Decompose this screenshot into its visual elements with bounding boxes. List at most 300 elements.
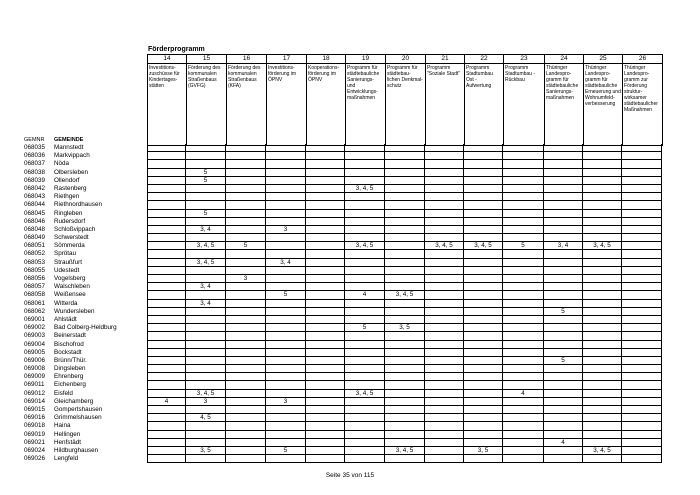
program-cell <box>147 455 186 463</box>
program-cell <box>306 381 345 389</box>
program-cell <box>345 422 385 430</box>
program-cell <box>385 267 425 275</box>
program-cell <box>425 332 464 340</box>
program-cell <box>425 373 464 381</box>
program-cell <box>503 300 544 308</box>
municipality-number: 069018 <box>24 422 46 430</box>
program-number: 26 <box>623 55 663 64</box>
program-cell <box>345 365 385 373</box>
program-cell <box>464 267 503 275</box>
program-cell <box>544 193 583 201</box>
program-cell <box>425 390 464 398</box>
municipality-name: Rastenberg <box>54 184 87 192</box>
municipality-number: 069024 <box>24 446 46 454</box>
program-number: 19 <box>346 55 386 64</box>
program-cell <box>306 398 345 406</box>
program-cell <box>147 431 186 439</box>
program-cell <box>226 447 266 455</box>
program-cell <box>226 259 266 267</box>
program-cell <box>345 250 385 258</box>
program-cell <box>306 422 345 430</box>
program-cell <box>147 185 186 193</box>
program-cell <box>306 275 345 283</box>
program-cell <box>266 308 306 316</box>
municipality-name: Hildburghausen <box>54 446 99 454</box>
program-cell <box>583 291 622 299</box>
municipality-name: Henfstädt <box>54 438 81 446</box>
program-cell <box>503 152 544 160</box>
program-cell <box>147 406 186 414</box>
program-cell <box>306 406 345 414</box>
program-cell <box>583 267 622 275</box>
program-cell <box>583 210 622 218</box>
program-cell <box>345 373 385 381</box>
program-cell <box>425 439 464 447</box>
municipality-name: Ehrenberg <box>54 373 84 381</box>
program-cell <box>464 324 503 332</box>
program-cells <box>147 324 662 332</box>
program-cell <box>345 169 385 177</box>
program-cell <box>583 226 622 234</box>
program-cell <box>464 160 503 168</box>
program-cell <box>147 332 186 340</box>
program-cell <box>385 373 425 381</box>
program-cell <box>306 283 345 291</box>
program-cells <box>147 283 662 291</box>
municipality-number: 069012 <box>24 389 46 397</box>
program-cell <box>464 193 503 201</box>
table-row <box>24 226 664 234</box>
program-cell <box>147 422 186 430</box>
municipality-name: Schwerstedt <box>54 234 89 242</box>
program-cell <box>306 234 345 242</box>
program-cell <box>345 381 385 389</box>
program-cell <box>583 414 622 422</box>
program-cell <box>147 349 186 357</box>
program-cell <box>226 185 266 193</box>
program-cell <box>266 365 306 373</box>
program-cell <box>425 357 464 365</box>
program-cell <box>266 218 306 226</box>
program-cell <box>503 291 544 299</box>
program-description: Förderung des kommunalen Straßenbaus (GVFG) <box>187 64 227 146</box>
program-number: 25 <box>584 55 623 64</box>
municipality-number: 069019 <box>24 430 46 438</box>
program-description: Programm Stadtumbau Ost - Aufwertung <box>465 64 504 146</box>
program-cell <box>425 152 464 160</box>
program-cell <box>147 308 186 316</box>
program-cell: 4 <box>345 291 385 299</box>
program-cell <box>622 390 662 398</box>
program-cell <box>583 300 622 308</box>
program-cell <box>385 414 425 422</box>
table-row <box>24 324 664 332</box>
program-cell: 3, 5 <box>385 324 425 332</box>
program-cell <box>306 291 345 299</box>
program-cell <box>266 414 306 422</box>
program-cell <box>544 291 583 299</box>
program-cell: 5 <box>544 357 583 365</box>
program-cell <box>345 152 385 160</box>
program-cell: 3, 4, 5 <box>345 185 385 193</box>
program-cells <box>147 390 662 398</box>
municipality-name: Dingsleben <box>54 365 86 373</box>
program-cell <box>464 398 503 406</box>
program-cell: 4 <box>147 398 186 406</box>
program-cell: 3, 4 <box>186 300 226 308</box>
program-cell: 3 <box>226 275 266 283</box>
program-cell <box>544 144 583 152</box>
program-cell <box>385 152 425 160</box>
program-cell <box>345 357 385 365</box>
program-cell <box>306 242 345 250</box>
program-cell <box>544 381 583 389</box>
program-cell <box>306 250 345 258</box>
program-cell <box>583 234 622 242</box>
program-cells <box>147 259 662 267</box>
municipality-name: Hellingen <box>54 430 81 438</box>
program-cell <box>622 193 662 201</box>
program-cells <box>147 185 662 193</box>
program-cell <box>186 431 226 439</box>
program-cell <box>345 177 385 185</box>
program-cell <box>425 267 464 275</box>
program-cell <box>503 406 544 414</box>
program-cell <box>147 390 186 398</box>
program-cells <box>147 226 662 234</box>
program-cell <box>147 365 186 373</box>
program-cell <box>186 316 226 324</box>
program-cell <box>226 144 266 152</box>
municipality-name: Schloßvippach <box>54 225 96 233</box>
program-cell <box>622 259 662 267</box>
program-cell <box>622 332 662 340</box>
program-cell <box>226 267 266 275</box>
program-cell <box>385 439 425 447</box>
program-cell <box>306 349 345 357</box>
table-row <box>24 152 664 160</box>
program-cell <box>622 316 662 324</box>
table-row <box>24 308 664 316</box>
program-cell: 3, 4 <box>186 226 226 234</box>
program-cell <box>345 234 385 242</box>
program-cell <box>622 201 662 209</box>
municipality-name: Markvippach <box>54 152 90 160</box>
program-cell <box>385 381 425 389</box>
municipality-number: 068053 <box>24 258 46 266</box>
program-cell <box>583 332 622 340</box>
program-cell: 5 <box>544 308 583 316</box>
program-cells <box>147 250 662 258</box>
municipality-name: Eichenberg <box>54 381 86 389</box>
program-cell <box>464 316 503 324</box>
program-cell <box>266 341 306 349</box>
program-cells <box>147 300 662 308</box>
program-cell <box>622 144 662 152</box>
program-cell <box>425 210 464 218</box>
municipality-number: 069006 <box>24 356 46 364</box>
program-cell <box>464 177 503 185</box>
program-cell <box>503 349 544 357</box>
program-cell <box>503 365 544 373</box>
program-cell <box>464 259 503 267</box>
program-cell <box>503 201 544 209</box>
program-number: 24 <box>545 55 584 64</box>
program-cell <box>503 185 544 193</box>
program-cell <box>147 316 186 324</box>
program-header-table <box>147 54 663 146</box>
municipality-number: 069011 <box>24 381 45 389</box>
municipality-name: Walschleben <box>54 283 90 291</box>
municipality-number: 068056 <box>24 275 46 282</box>
program-cell <box>425 185 464 193</box>
table-row <box>24 250 664 258</box>
table-row <box>24 242 664 250</box>
program-cell <box>186 152 226 160</box>
program-cells <box>147 234 662 242</box>
program-cell <box>226 390 266 398</box>
program-cell <box>266 431 306 439</box>
program-title: Förderprogramm <box>148 46 205 53</box>
program-cell <box>503 308 544 316</box>
program-cell <box>266 193 306 201</box>
municipality-name: Riethnordhausen <box>54 201 102 209</box>
municipality-name: Sprötau <box>54 250 77 258</box>
municipality-name: Lengfeld <box>54 455 79 463</box>
program-cell <box>622 300 662 308</box>
program-cell <box>385 242 425 250</box>
program-cell <box>385 226 425 234</box>
table-row <box>24 365 664 373</box>
program-cell <box>385 300 425 308</box>
program-cell <box>147 218 186 226</box>
program-cell <box>306 316 345 324</box>
program-cell <box>464 431 503 439</box>
program-cell <box>385 210 425 218</box>
table-row <box>24 447 664 455</box>
program-cell <box>266 300 306 308</box>
table-row <box>24 431 664 439</box>
program-cell <box>147 341 186 349</box>
table-row <box>24 439 664 447</box>
program-cell <box>266 275 306 283</box>
municipality-number: 069002 <box>24 324 46 332</box>
program-cell <box>306 455 345 463</box>
program-cell <box>306 160 345 168</box>
program-cell <box>544 455 583 463</box>
program-cell <box>464 349 503 357</box>
program-cell <box>503 160 544 168</box>
program-cell <box>186 357 226 365</box>
program-cell <box>186 185 226 193</box>
program-cell <box>622 455 662 463</box>
program-cell <box>226 341 266 349</box>
program-cell: 3, 4, 5 <box>385 447 425 455</box>
program-cell <box>583 275 622 283</box>
program-cell <box>266 250 306 258</box>
program-cell <box>385 365 425 373</box>
program-cell <box>622 349 662 357</box>
program-cell <box>583 406 622 414</box>
program-cell <box>345 210 385 218</box>
table-row <box>24 185 664 193</box>
program-cell <box>583 201 622 209</box>
program-cell <box>186 193 226 201</box>
program-cell <box>503 381 544 389</box>
program-cell <box>226 300 266 308</box>
program-cell <box>464 201 503 209</box>
program-cell <box>186 201 226 209</box>
program-cell <box>147 160 186 168</box>
program-cell <box>503 193 544 201</box>
program-number: 22 <box>465 55 504 64</box>
program-cell <box>544 152 583 160</box>
program-cell <box>186 373 226 381</box>
program-cell <box>544 234 583 242</box>
program-cell <box>345 259 385 267</box>
program-cell <box>266 332 306 340</box>
table-row <box>24 422 664 430</box>
program-cells <box>147 275 662 283</box>
program-cell <box>306 300 345 308</box>
program-cell <box>583 357 622 365</box>
program-cell <box>425 169 464 177</box>
municipality-rows <box>24 144 664 463</box>
program-cell: 4, 5 <box>186 414 226 422</box>
program-cell <box>385 218 425 226</box>
program-cell <box>385 349 425 357</box>
program-cells <box>147 365 662 373</box>
program-cell <box>345 455 385 463</box>
program-cells <box>147 431 662 439</box>
program-cell <box>345 308 385 316</box>
program-cell <box>622 357 662 365</box>
table-row <box>24 210 664 218</box>
program-number: 20 <box>386 55 426 64</box>
program-cell <box>345 144 385 152</box>
municipality-number: 069003 <box>24 332 46 340</box>
program-cell <box>425 234 464 242</box>
program-cell: 3, 4, 5 <box>385 291 425 299</box>
program-cells <box>147 357 662 365</box>
program-cell <box>345 201 385 209</box>
program-cell <box>503 275 544 283</box>
program-cell <box>464 390 503 398</box>
program-cell <box>544 324 583 332</box>
program-cell <box>464 185 503 193</box>
municipality-number: 069009 <box>24 373 46 381</box>
program-cell <box>226 234 266 242</box>
municipality-number: 069016 <box>24 414 46 422</box>
program-cell: 5 <box>503 242 544 250</box>
municipality-name: Grimmelshausen <box>54 414 102 422</box>
program-cell <box>583 324 622 332</box>
program-cell <box>544 341 583 349</box>
program-cell <box>503 226 544 234</box>
program-cell <box>544 332 583 340</box>
program-cell <box>186 455 226 463</box>
program-cell: 3, 4, 5 <box>186 390 226 398</box>
program-cell <box>306 259 345 267</box>
program-cell <box>186 406 226 414</box>
table-row <box>24 398 664 406</box>
program-cell <box>226 201 266 209</box>
municipality-name: Wundersleben <box>54 307 95 315</box>
program-cell <box>226 414 266 422</box>
program-cell <box>306 447 345 455</box>
table-row <box>24 341 664 349</box>
program-cell <box>226 152 266 160</box>
program-cells <box>147 177 662 185</box>
program-cell <box>266 439 306 447</box>
program-cell <box>226 373 266 381</box>
program-cell <box>147 283 186 291</box>
program-cell: 3, 4, 5 <box>345 390 385 398</box>
program-cell <box>544 422 583 430</box>
program-cell <box>425 250 464 258</box>
program-cell <box>345 193 385 201</box>
program-cell <box>503 177 544 185</box>
program-cell <box>503 414 544 422</box>
municipality-name: Ringleben <box>54 209 83 217</box>
program-cell <box>186 267 226 275</box>
program-cell <box>464 406 503 414</box>
table-row <box>24 169 664 177</box>
program-cell <box>345 275 385 283</box>
program-cell <box>226 349 266 357</box>
program-cell: 3, 4, 5 <box>186 242 226 250</box>
program-cell <box>622 250 662 258</box>
municipality-name: Vogelsberg <box>54 275 86 282</box>
program-description: Investitions- förderung im ÖPNV <box>267 64 307 146</box>
program-cell <box>583 431 622 439</box>
program-cell <box>425 201 464 209</box>
municipality-number: 068037 <box>24 160 46 168</box>
program-cell <box>147 291 186 299</box>
municipality-number: 069005 <box>24 348 46 356</box>
program-cell <box>306 431 345 439</box>
program-cell <box>385 185 425 193</box>
program-cell <box>345 406 385 414</box>
program-cell: 3, 4 <box>266 259 306 267</box>
program-cell <box>345 218 385 226</box>
program-cell <box>622 373 662 381</box>
program-cell: 3, 4 <box>544 242 583 250</box>
program-cell <box>464 308 503 316</box>
municipality-number: 068045 <box>24 209 46 217</box>
program-cell <box>385 169 425 177</box>
program-cell <box>544 275 583 283</box>
program-cell <box>266 234 306 242</box>
program-cell <box>544 447 583 455</box>
municipality-name: Weißensee <box>54 291 86 299</box>
program-cell <box>583 422 622 430</box>
program-cells <box>147 267 662 275</box>
program-cell <box>544 390 583 398</box>
municipality-number: 068042 <box>24 184 46 192</box>
program-cell <box>622 439 662 447</box>
program-cell <box>425 308 464 316</box>
program-cell <box>186 332 226 340</box>
program-cell <box>583 373 622 381</box>
program-cell <box>306 193 345 201</box>
program-cell <box>544 431 583 439</box>
program-cell <box>464 210 503 218</box>
program-cell <box>385 160 425 168</box>
program-cells <box>147 422 662 430</box>
program-description: Programm für städtebau- lichen Denkmal- schutz <box>386 64 426 146</box>
municipality-number: 068049 <box>24 234 46 242</box>
